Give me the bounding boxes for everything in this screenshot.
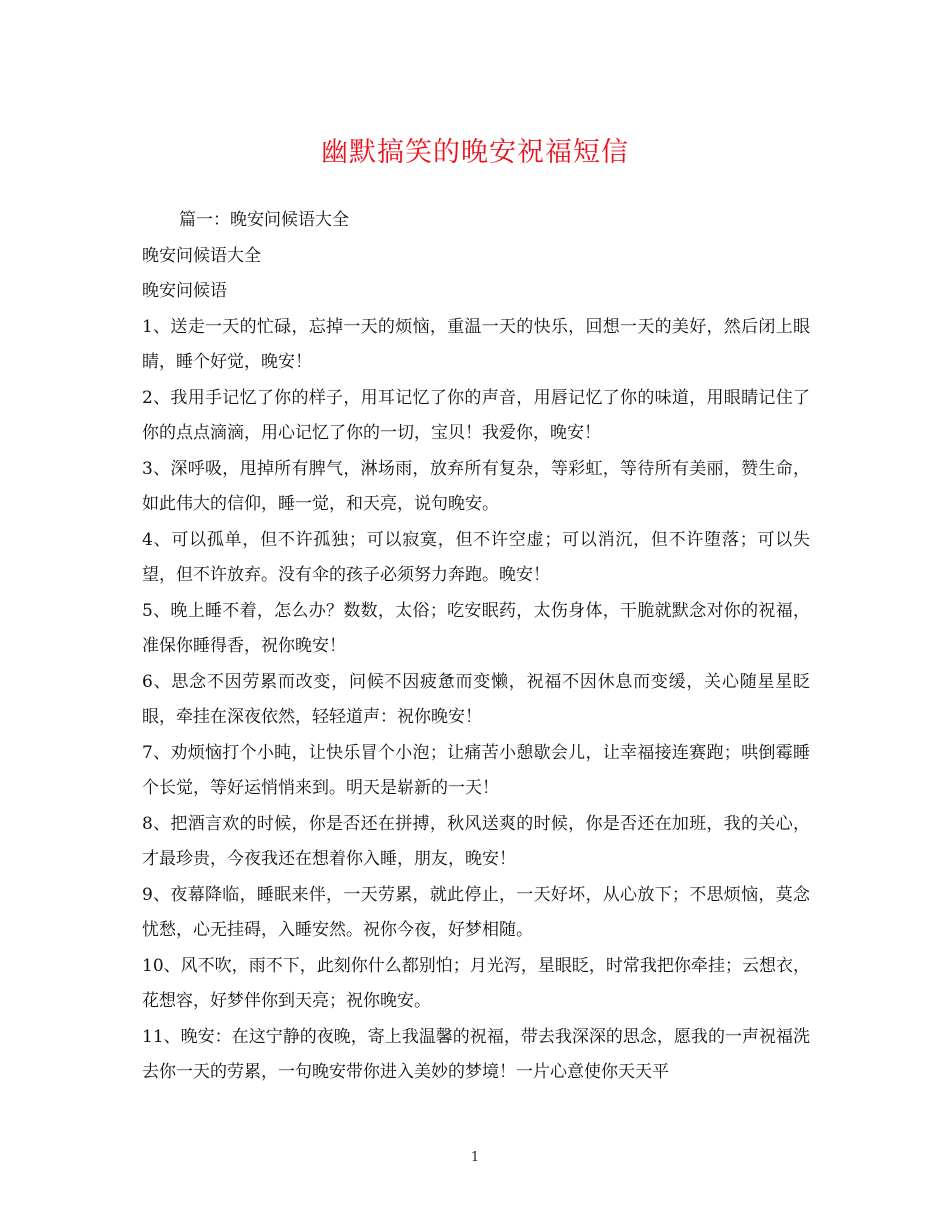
list-item: 10、风不吹，雨不下，此刻你什么都别怕；月光泻，星眼眨，时常我把你牵挂；云想衣，花想容，好梦伴你到天亮；祝你晚安。 [142,955,810,1011]
subheading: 晚安问候语大全 [142,245,261,266]
section-heading: 篇一：晚安问候语大全 [179,210,349,230]
list-item: 3、深呼吸，甩掉所有脾气，淋场雨，放弃所有复杂，等彩虹，等待所有美丽，赞生命，如此伟大的信仰，睡一觉，和天亮，说句晚安。 [142,458,810,514]
list-item: 4、可以孤单，但不许孤独；可以寂寞，但不许空虚；可以消沉，但不许堕落；可以失望，但不许放弃。没有伞的孩子必须努力奔跑。晚安！ [142,529,810,585]
page-number: 1 [470,1150,480,1165]
document-title: 幽默搞笑的晚安祝福短信 [321,137,629,168]
subheading: 晚安问候语 [142,281,227,301]
list-item: 6、思念不因劳累而改变，问候不因疲惫而变懒，祝福不因休息而变缓，关心随星星眨眼，牵挂在深夜依然，轻轻道声：祝你晚安！ [142,671,810,727]
list-item: 7、劝烦恼打个小盹，让快乐冒个小泡；让痛苦小憩歇会儿，让幸福接连赛跑；哄倒霉睡个长觉，等好运悄悄来到。明天是崭新的一天！ [142,742,810,798]
list-item: 9、夜幕降临，睡眠来伴，一天劳累，就此停止，一天好坏，从心放下；不思烦恼，莫念忧愁，心无挂碍，入睡安然。祝你今夜，好梦相随。 [142,884,810,940]
list-item: 5、晚上睡不着，怎么办？数数，太俗；吃安眠药，太伤身体，干脆就默念对你的祝福，准保你睡得香，祝你晚安！ [142,600,810,656]
list-item: 11、晚安：在这宁静的夜晚，寄上我温馨的祝福，带去我深深的思念，愿我的一声祝福洗去你一天的劳累，一句晚安带你进入美妙的梦境！一片心意使你天天平 [142,1026,810,1082]
list-item: 2、我用手记忆了你的样子，用耳记忆了你的声音，用唇记忆了你的味道，用眼睛记住了你的点点滴滴，用心记忆了你的一切，宝贝！我爱你，晚安！ [142,387,810,443]
list-item: 1、送走一天的忙碌，忘掉一天的烦恼，重温一天的快乐，回想一天的美好，然后闭上眼睛，睡个好觉，晚安！ [142,316,810,372]
document-body [142,203,810,1091]
list-item: 8、把酒言欢的时候，你是否还在拼搏，秋风送爽的时候，你是否还在加班，我的关心，才最珍贵，今夜我还在想着你入睡，朋友，晚安！ [142,813,810,869]
